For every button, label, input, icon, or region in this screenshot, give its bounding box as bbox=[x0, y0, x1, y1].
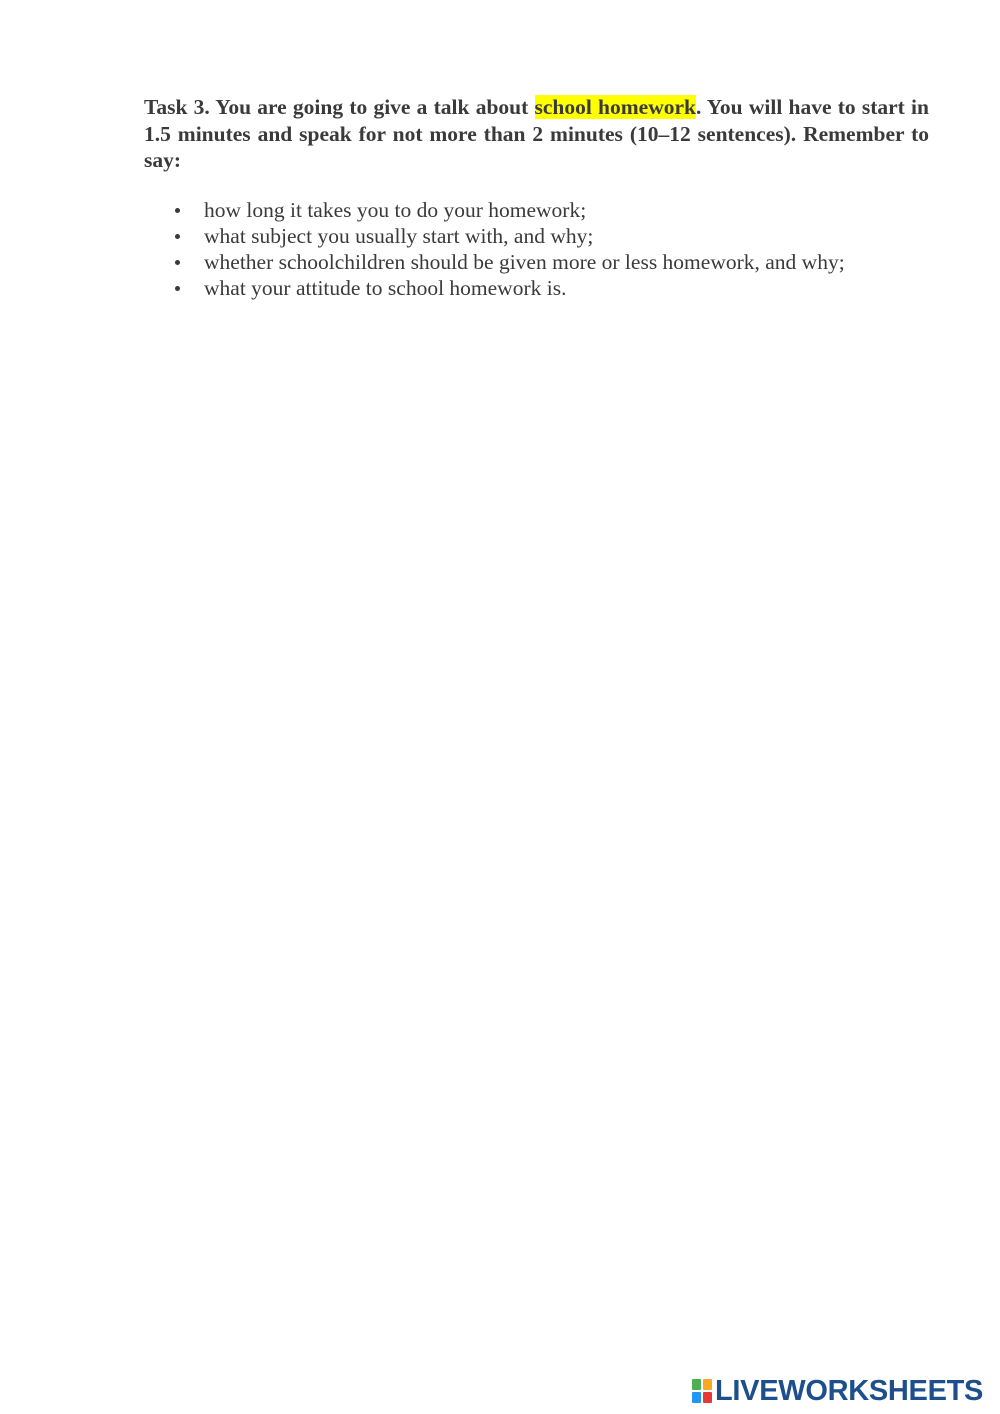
logo-mark-tile bbox=[703, 1379, 712, 1390]
list-item-text: what your attitude to school homework is. bbox=[204, 276, 567, 300]
logo-wordmark: LIVEWORKSHEETS bbox=[715, 1375, 984, 1407]
list-item-text: what subject you usually start with, and why; bbox=[204, 224, 594, 248]
logo-mark-tile bbox=[703, 1392, 712, 1403]
bullet-icon bbox=[175, 286, 180, 291]
list-item bbox=[144, 197, 944, 223]
list-item bbox=[144, 223, 944, 249]
list-item-text: whether schoolchildren should be given more or less homework, and why; bbox=[204, 250, 845, 274]
talking-points-list bbox=[144, 197, 944, 301]
liveworksheets-logo bbox=[692, 1376, 983, 1406]
logo-mark-tile bbox=[692, 1392, 701, 1403]
list-item bbox=[144, 249, 944, 275]
highlighted-topic: school homework bbox=[534, 95, 696, 119]
task-intro-text: Task 3. You are going to give a talk about bbox=[144, 95, 535, 119]
task-instructions bbox=[144, 94, 929, 174]
task-intro-continuation: . You will have to start in 1.5 minutes and speak for not more than 2 minutes (10–12 sentences). Remember to say: bbox=[144, 95, 929, 172]
bullet-icon bbox=[175, 260, 180, 265]
bullet-icon bbox=[175, 234, 180, 239]
liveworksheets-mark-icon bbox=[692, 1379, 712, 1403]
logo-mark-tile bbox=[692, 1379, 701, 1390]
list-item-text: how long it takes you to do your homework; bbox=[204, 198, 587, 222]
bullet-icon bbox=[175, 208, 180, 213]
list-item bbox=[144, 275, 944, 301]
